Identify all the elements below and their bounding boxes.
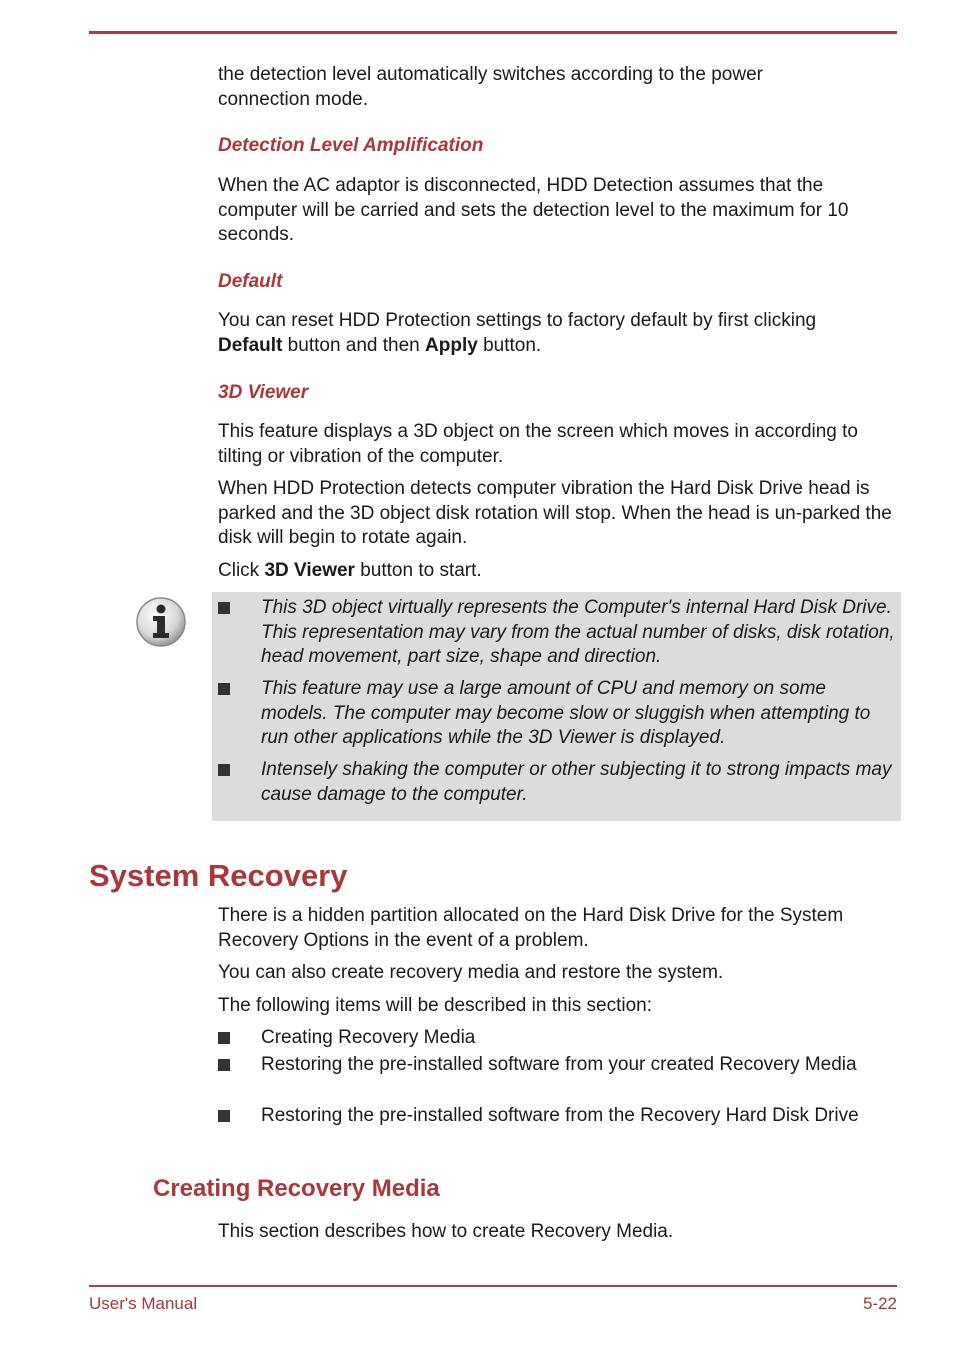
list-item: Restoring the pre-installed software from the Recovery Hard Disk Drive (261, 1105, 859, 1126)
viewer-paragraph-2: When HDD Protection detects computer vibration the Hard Disk Drive head is parked and the 3D object disk rotation will stop. When the head is un-parked the disk will begin to rotate again. (218, 478, 892, 548)
bullet-square (218, 1059, 230, 1071)
recovery-paragraph-2: You can also create recovery media and restore the system. (218, 962, 724, 983)
info-icon (135, 596, 187, 648)
section-heading-system-recovery: System Recovery (89, 858, 348, 893)
page-number: 5-22 (862, 1294, 897, 1313)
viewer-heading: 3D Viewer (218, 382, 309, 403)
intro-paragraph: the detection level automatically switches according to the power connection mode. (218, 64, 763, 110)
recovery-paragraph-3: The following items will be described in this section: (218, 995, 653, 1016)
bullet-square (218, 764, 230, 776)
note-box (212, 592, 901, 821)
amplification-text: When the AC adaptor is disconnected, HDD Detection assumes that the computer will be carried and sets the detection level to the maximum for 10 seconds. (218, 175, 849, 245)
footer-title: User's Manual (89, 1294, 198, 1313)
list-item: Creating Recovery Media (261, 1027, 476, 1048)
bullet-square (218, 683, 230, 695)
viewer-paragraph-1: This feature displays a 3D object on the screen which moves in according to tilting or vibration of the computer. (218, 421, 858, 467)
note-item: This 3D object virtually represents the Computer's internal Hard Disk Drive. This representation may vary from the actual number of disks, disk rotation, head movement, part size, shape and direction. (261, 597, 895, 667)
bullet-square (218, 1032, 230, 1044)
list-item: Restoring the pre-installed software from your created Recovery Media (261, 1054, 857, 1075)
bullet-square (218, 602, 230, 614)
note-item: This feature may use a large amount of CPU and memory on some models. The computer may become slow or sluggish when attempting to run other applications while the 3D Viewer is displayed. (261, 678, 871, 748)
viewer-click-instruction: Click 3D Viewer button to start. (218, 560, 482, 581)
default-text: You can reset HDD Protection settings to factory default by first clicking Default button and then Apply button. (218, 310, 817, 356)
bullet-square (218, 1110, 230, 1122)
amplification-heading: Detection Level Amplification (218, 135, 484, 156)
header-rule (89, 31, 897, 34)
subsection-heading-creating-recovery-media: Creating Recovery Media (153, 1175, 440, 1202)
creating-media-text: This section describes how to create Recovery Media. (218, 1221, 674, 1242)
note-item: Intensely shaking the computer or other subjecting it to strong impacts may cause damage to the computer. (261, 759, 892, 805)
default-heading: Default (218, 271, 283, 292)
footer-rule (89, 1285, 897, 1287)
recovery-paragraph-1: There is a hidden partition allocated on the Hard Disk Drive for the System Recovery Options in the event of a problem. (218, 905, 844, 951)
